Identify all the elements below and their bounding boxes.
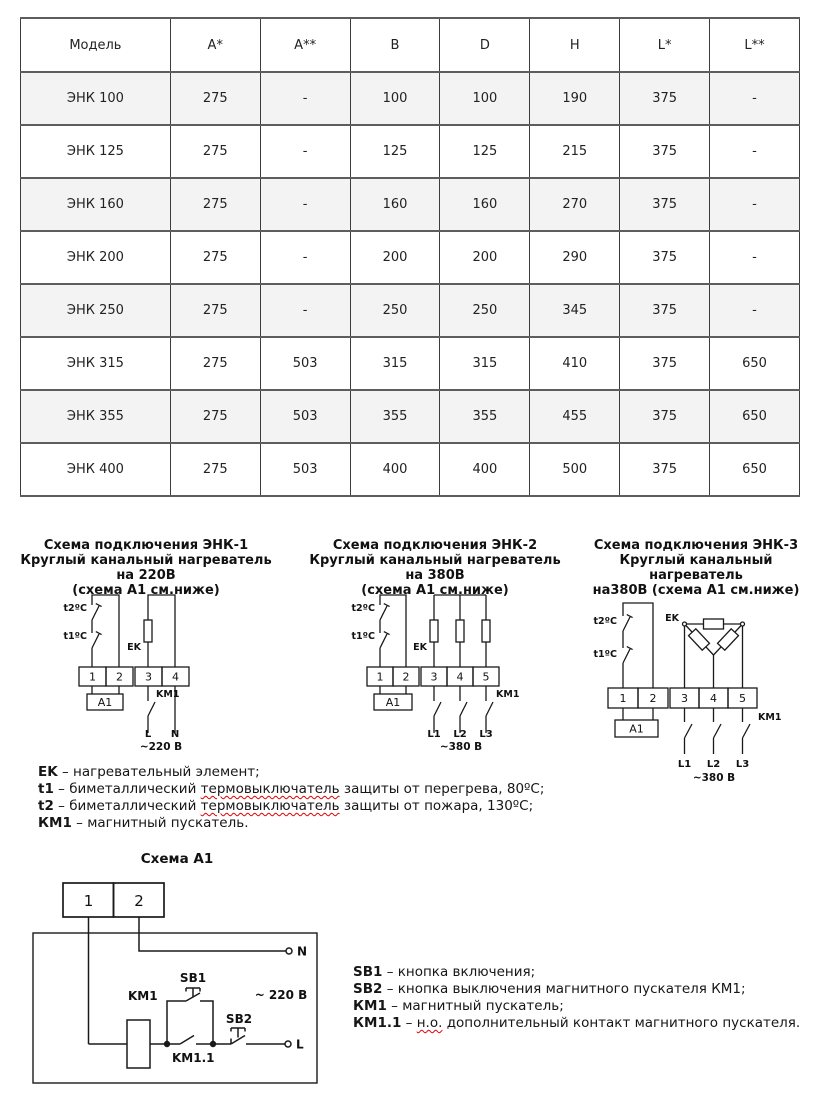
a1-legend xyxy=(353,964,800,1032)
phase-l3-label: L3 xyxy=(735,759,750,770)
km1-contact xyxy=(148,686,155,733)
l-terminal-circle xyxy=(285,1041,291,1047)
value-cell: 275 xyxy=(170,125,260,178)
junction-dot xyxy=(210,1041,215,1046)
terminal-number: 3 xyxy=(430,670,438,684)
value-cell: - xyxy=(710,72,800,125)
legend-text: – нагревательный элемент; xyxy=(57,764,260,780)
a1-schema-title: Схема А1 xyxy=(140,851,214,867)
terminal-number: 5 xyxy=(482,670,490,684)
a1-label: A1 xyxy=(629,722,644,736)
t1-label: t1ºC xyxy=(63,631,87,642)
column-header: A* xyxy=(170,18,260,72)
legend-text: – кнопка выключения магнитного пускателя КМ1; xyxy=(382,981,746,997)
terminal-number: 2 xyxy=(649,692,657,705)
enk2-title-line2: Круглый канальный нагреватель на 380В xyxy=(309,553,561,583)
value-cell: 503 xyxy=(260,443,350,496)
value-cell: 355 xyxy=(440,390,530,443)
terminal-number: 2 xyxy=(116,670,123,684)
phase-l3-label: L3 xyxy=(479,729,493,740)
heater-element-symbol xyxy=(456,620,464,642)
km1-contact-3 xyxy=(743,708,751,754)
a1-links xyxy=(623,708,653,720)
value-cell: 650 xyxy=(710,443,800,496)
enk1-title-line1: Схема подключения ЭНК-1 xyxy=(43,538,249,553)
t2-label: t2ºC xyxy=(351,603,375,614)
legend-text-misspelled: термовыключатель xyxy=(200,781,340,797)
legend-line xyxy=(38,815,544,832)
node-dot xyxy=(741,622,745,626)
legend-term: КМ1 xyxy=(38,815,72,831)
voltage-label: ~ 220 В xyxy=(254,988,308,1002)
column-header: H xyxy=(530,18,620,72)
enk2-title-line3: (схема А1 см.ниже) xyxy=(361,583,509,598)
legend-term: SB1 xyxy=(353,964,383,980)
voltage-label: ~220 В xyxy=(139,741,183,753)
terminal-number: 1 xyxy=(83,892,94,910)
column-header: A** xyxy=(260,18,350,72)
terminal-number: 2 xyxy=(402,670,410,684)
value-cell: - xyxy=(710,231,800,284)
terminal-number: 3 xyxy=(145,670,152,684)
value-cell: 375 xyxy=(620,443,710,496)
phase-l2-label: L2 xyxy=(706,759,721,770)
sb1-branch xyxy=(167,993,213,1044)
value-cell: 275 xyxy=(170,390,260,443)
phase-l2-label: L2 xyxy=(453,729,467,740)
value-cell: - xyxy=(260,125,350,178)
voltage-label: ~380 В xyxy=(439,741,483,753)
value-cell: 400 xyxy=(440,443,530,496)
enk3-title-line2: Круглый канальный нагреватель xyxy=(619,553,773,583)
enk3-title-line1: Схема подключения ЭНК-3 xyxy=(593,538,799,553)
legend-line xyxy=(353,981,800,998)
value-cell: - xyxy=(710,178,800,231)
km1-contact-2 xyxy=(714,708,722,754)
table-row xyxy=(21,125,800,178)
model-cell: ЭНК 200 xyxy=(21,231,171,284)
enk2-title xyxy=(305,538,565,598)
terminal-number: 5 xyxy=(739,692,746,705)
value-cell: 275 xyxy=(170,231,260,284)
sb2-label: SB2 xyxy=(225,1012,253,1026)
km1-label: KM1 xyxy=(156,689,180,700)
value-cell: 400 xyxy=(350,443,440,496)
terminal-number: 4 xyxy=(456,670,464,684)
legend-line xyxy=(38,764,544,781)
value-cell: 275 xyxy=(170,337,260,390)
enk2-wiring-diagram xyxy=(330,590,550,762)
value-cell: 355 xyxy=(350,390,440,443)
node-dot xyxy=(683,622,687,626)
model-cell: ЭНК 315 xyxy=(21,337,171,390)
t1-label: t1ºC xyxy=(351,631,375,642)
l-label: L xyxy=(296,1037,304,1052)
table-row xyxy=(21,284,800,337)
column-header: Модель xyxy=(21,18,171,72)
legend-term: КМ1.1 xyxy=(353,1015,402,1031)
phase-n-label: N xyxy=(170,729,180,740)
value-cell: 455 xyxy=(530,390,620,443)
value-cell: 160 xyxy=(440,178,530,231)
phase-l1-label: L1 xyxy=(427,729,441,740)
thermal-switch-branch xyxy=(623,603,653,688)
km1-contact-1 xyxy=(434,686,441,733)
enk1-wiring-diagram xyxy=(30,590,250,762)
terminal-number: 3 xyxy=(681,692,688,705)
value-cell: 200 xyxy=(350,231,440,284)
value-cell: 650 xyxy=(710,337,800,390)
value-cell: 215 xyxy=(530,125,620,178)
value-cell: 345 xyxy=(530,284,620,337)
legend-line xyxy=(353,964,800,981)
value-cell: 375 xyxy=(620,72,710,125)
legend-text: – кнопка включения; xyxy=(382,964,536,980)
value-cell: 503 xyxy=(260,390,350,443)
t2-label: t2ºC xyxy=(63,603,87,614)
value-cell: 375 xyxy=(620,337,710,390)
legend-text: защиты от перегрева, 80ºС; xyxy=(339,781,545,797)
thermal-switch-branch xyxy=(380,595,406,667)
heater-element-symbol xyxy=(718,629,739,650)
n-terminal-circle xyxy=(286,948,292,954)
legend-text-misspelled: н.о. xyxy=(416,1015,443,1031)
value-cell: - xyxy=(710,284,800,337)
value-cell: 315 xyxy=(350,337,440,390)
terminal-number: 4 xyxy=(710,692,717,705)
value-cell: - xyxy=(710,125,800,178)
terminal-number: 4 xyxy=(172,670,179,684)
legend-text: защиты от пожара, 130ºС; xyxy=(339,798,534,814)
terminal-number: 1 xyxy=(619,692,627,705)
table-row xyxy=(21,390,800,443)
model-cell: ЭНК 250 xyxy=(21,284,171,337)
value-cell: 160 xyxy=(350,178,440,231)
enk3-wiring-diagram xyxy=(580,590,810,790)
a1-schema-diagram xyxy=(20,878,350,1093)
legend-line xyxy=(353,998,800,1015)
column-header: L* xyxy=(620,18,710,72)
ek-label: EK xyxy=(127,642,141,653)
neutral-wire xyxy=(139,917,286,951)
km1-contact-3 xyxy=(486,686,493,733)
legend-text: – биметаллический xyxy=(53,781,201,797)
heater-element-symbol xyxy=(482,620,490,642)
value-cell: 375 xyxy=(620,231,710,284)
column-header: D xyxy=(440,18,530,72)
thermal-switch-branch xyxy=(92,595,119,667)
terminal-number: 2 xyxy=(134,892,144,910)
table-row xyxy=(21,178,800,231)
legend-term: t1 xyxy=(38,781,54,797)
value-cell: 275 xyxy=(170,284,260,337)
value-cell: - xyxy=(260,231,350,284)
value-cell: 100 xyxy=(350,72,440,125)
voltage-label: ~380 В xyxy=(692,772,736,784)
enk1-title xyxy=(15,538,277,598)
phase-l-label: L xyxy=(144,729,152,740)
heater-element-symbol xyxy=(430,620,438,642)
value-cell: 250 xyxy=(440,284,530,337)
km11-contact xyxy=(167,1036,213,1045)
legend-line xyxy=(38,798,544,815)
ek-label: EK xyxy=(413,642,427,653)
sb2-contact xyxy=(213,1036,285,1045)
table-row xyxy=(21,231,800,284)
enk1-title-line3: (схема А1 см.ниже) xyxy=(72,583,220,598)
enk3-title xyxy=(583,538,809,598)
sb1-actuator xyxy=(186,988,200,998)
ek-label: EK xyxy=(665,613,679,624)
heater-element-symbol xyxy=(144,620,152,642)
km1-coil xyxy=(127,1020,150,1068)
legend-text: – магнитный пускатель. xyxy=(71,815,249,831)
value-cell: 315 xyxy=(440,337,530,390)
column-header: B xyxy=(350,18,440,72)
components-legend xyxy=(38,764,544,832)
a1-label: A1 xyxy=(385,696,401,709)
km1-contact-1 xyxy=(685,708,693,754)
value-cell: - xyxy=(260,178,350,231)
km1-contact-2 xyxy=(460,686,467,733)
legend-text: – биметаллический xyxy=(53,798,201,814)
legend-term: t2 xyxy=(38,798,54,814)
model-cell: ЭНК 100 xyxy=(21,72,171,125)
table-row xyxy=(21,443,800,496)
value-cell: 375 xyxy=(620,125,710,178)
km1-label: KM1 xyxy=(496,689,520,700)
column-header: L** xyxy=(710,18,800,72)
legend-term: SB2 xyxy=(353,981,383,997)
value-cell: 500 xyxy=(530,443,620,496)
value-cell: 503 xyxy=(260,337,350,390)
a1-links xyxy=(380,686,406,694)
table-body xyxy=(21,72,800,496)
terminal-number: 1 xyxy=(376,670,384,684)
value-cell: 200 xyxy=(440,231,530,284)
value-cell: 410 xyxy=(530,337,620,390)
km11-label: KM1.1 xyxy=(172,1051,215,1065)
legend-line xyxy=(353,1015,800,1032)
table-row xyxy=(21,72,800,125)
n-label: N xyxy=(297,944,308,959)
legend-text-misspelled: термовыключатель xyxy=(200,798,340,814)
a1-links xyxy=(92,686,119,694)
legend-line xyxy=(38,781,544,798)
table-head-row xyxy=(21,18,800,72)
legend-text: дополнительный контакт магнитного пускателя. xyxy=(442,1015,801,1031)
value-cell: 275 xyxy=(170,178,260,231)
model-cell: ЭНК 400 xyxy=(21,443,171,496)
value-cell: 250 xyxy=(350,284,440,337)
enk1-title-line2: Круглый канальный нагреватель на 220В xyxy=(20,553,272,583)
legend-text: – xyxy=(401,1015,417,1031)
model-cell: ЭНК 355 xyxy=(21,390,171,443)
dimensions-table xyxy=(20,17,800,497)
legend-term: EK xyxy=(38,764,58,780)
value-cell: 190 xyxy=(530,72,620,125)
table-row xyxy=(21,337,800,390)
t2-label: t2ºC xyxy=(593,616,617,627)
km1-label: KM1 xyxy=(128,989,158,1003)
model-cell: ЭНК 125 xyxy=(21,125,171,178)
value-cell: 375 xyxy=(620,284,710,337)
t1-label: t1ºC xyxy=(593,649,617,660)
value-cell: 275 xyxy=(170,72,260,125)
legend-text: – магнитный пускатель; xyxy=(386,998,564,1014)
value-cell: 375 xyxy=(620,178,710,231)
terminal-number: 1 xyxy=(89,670,96,684)
heater-element-symbol xyxy=(689,629,710,650)
legend-term: КМ1 xyxy=(353,998,387,1014)
enk3-title-line3: на380В (схема А1 см.ниже) xyxy=(592,583,800,598)
phase-l1-label: L1 xyxy=(677,759,692,770)
value-cell: - xyxy=(260,72,350,125)
heater-element-symbol xyxy=(704,619,724,629)
sb1-label: SB1 xyxy=(179,971,207,985)
junction-dot xyxy=(164,1041,169,1046)
value-cell: 100 xyxy=(440,72,530,125)
value-cell: 125 xyxy=(350,125,440,178)
value-cell: 375 xyxy=(620,390,710,443)
value-cell: 650 xyxy=(710,390,800,443)
a1-label: A1 xyxy=(97,696,113,709)
value-cell: 125 xyxy=(440,125,530,178)
enk2-title-line1: Схема подключения ЭНК-2 xyxy=(332,538,538,553)
value-cell: 270 xyxy=(530,178,620,231)
value-cell: - xyxy=(260,284,350,337)
value-cell: 275 xyxy=(170,443,260,496)
km1-label: KM1 xyxy=(758,712,782,723)
model-cell: ЭНК 160 xyxy=(21,178,171,231)
value-cell: 290 xyxy=(530,231,620,284)
